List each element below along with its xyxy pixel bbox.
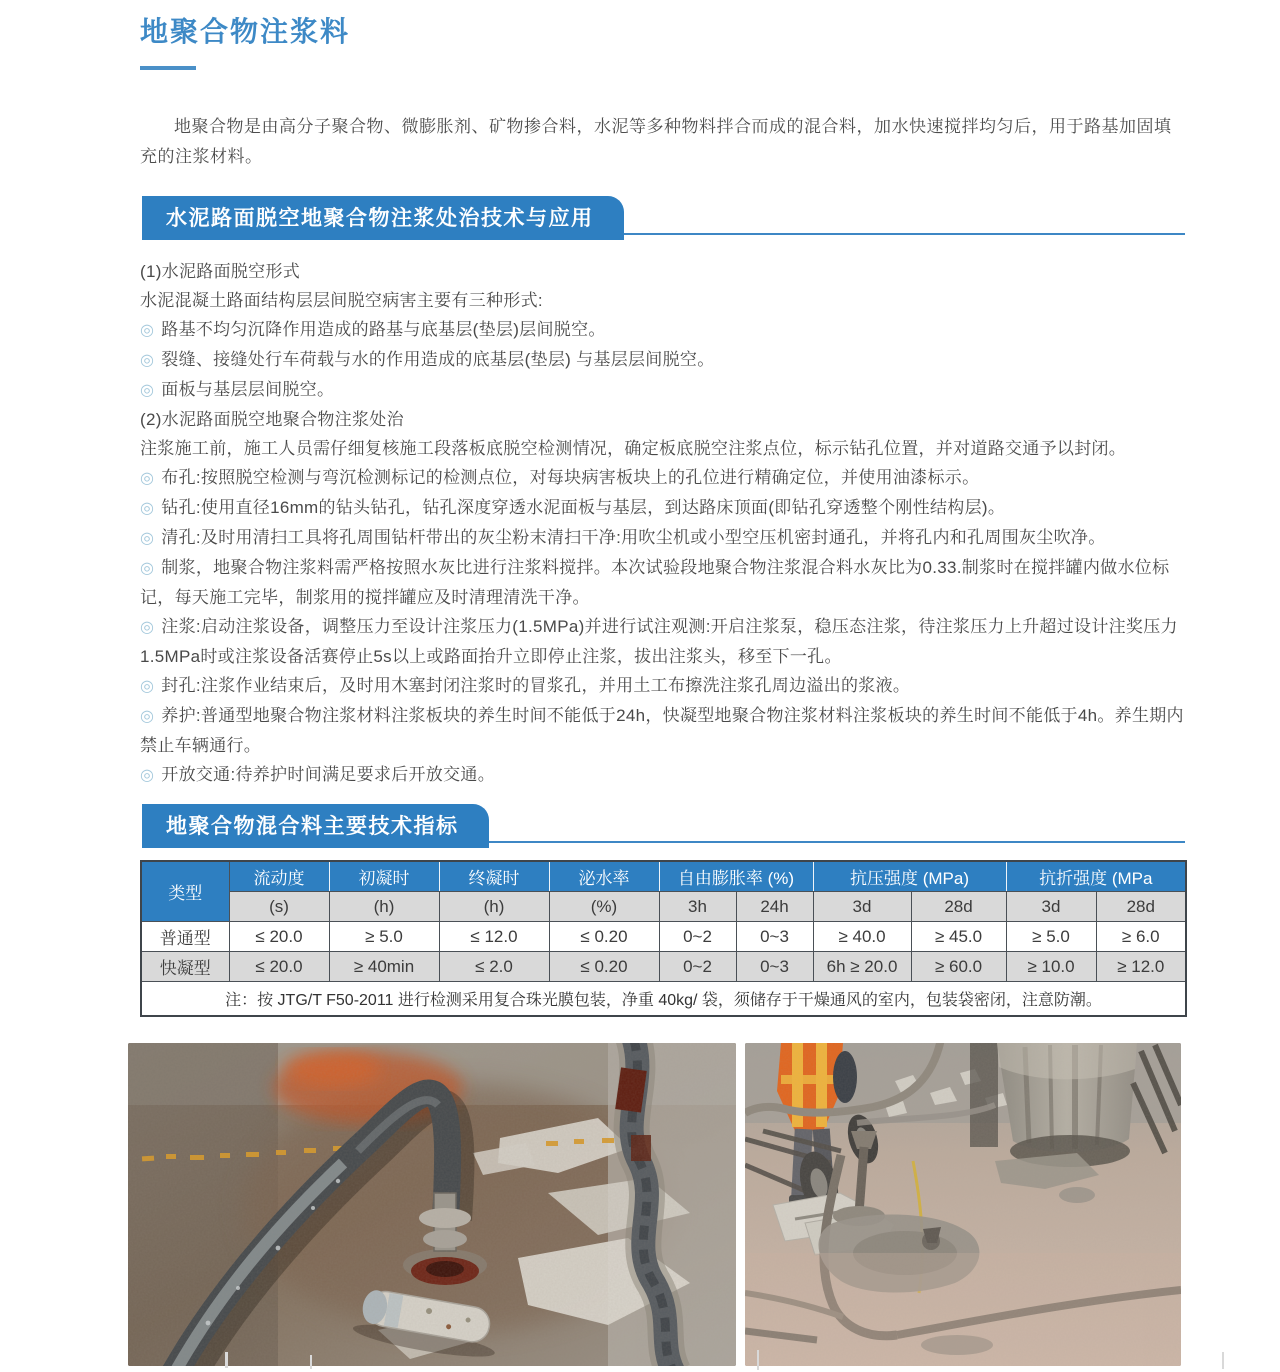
bullet-icon: ◎ — [140, 678, 155, 695]
table-subheader-cell: (%) — [549, 892, 659, 922]
table-cell: 0~2 — [659, 952, 736, 982]
table-subheader-cell: 28d — [1096, 892, 1186, 922]
table-header-row-2 — [141, 892, 1186, 922]
table-header-row-1 — [141, 861, 1186, 892]
table-cell: ≥ 45.0 — [911, 922, 1006, 952]
paragraph: ◎ 注浆:启动注浆设备，调整压力至设计注浆压力(1.5MPa)并进行试注观测:开启注浆泵，稳压态注浆，待注浆压力上升超过设计注奖压力1.5MPa时或注浆设备活赛停止5s以上或路面抬升立即停止注浆，拔出注浆头，移至下一孔。 — [140, 617, 1178, 666]
table-note-cell: 注：按 JTG/T F50-2011 进行检测采用复合珠光膜包装，净重 40kg/ 袋，须储存于干燥通风的室内，包装袋密闭，注意防潮。 — [141, 982, 1186, 1017]
paragraph: ◎ 开放交通:待养护时间满足要求后开放交通。 — [140, 765, 495, 784]
table-subheader-cell: 24h — [736, 892, 813, 922]
table-header-cell: 流动度 — [229, 861, 329, 892]
table-cell: ≤ 20.0 — [229, 922, 329, 952]
table-cell: ≥ 40min — [329, 952, 439, 982]
photo-grouting-site — [745, 1043, 1181, 1366]
paragraph: ◎ 面板与基层层间脱空。 — [140, 380, 335, 399]
paragraph: ◎ 清孔:及时用清扫工具将孔周围钻杆带出的灰尘粉末清扫干净:用吹尘机或小型空压机密封通孔，并将孔内和孔周围灰尘吹净。 — [140, 528, 1106, 547]
table-cell: ≤ 12.0 — [439, 922, 549, 952]
bullet-icon: ◎ — [140, 619, 155, 636]
paragraph: ◎ 养护:普通型地聚合物注浆材料注浆板块的养生时间不能低于24h，快凝型地聚合物注浆材料注浆板块的养生时间不能低于4h。养生期内禁止车辆通行。 — [140, 706, 1184, 755]
table-cell: 快凝型 — [141, 952, 229, 982]
table-cell: ≥ 10.0 — [1006, 952, 1096, 982]
photo-grouting-port-art — [128, 1043, 736, 1366]
section2-banner: 地聚合物混合料主要技术指标 — [142, 804, 489, 848]
table-note-row — [141, 982, 1186, 1017]
pagebreak-mark — [225, 1352, 228, 1368]
paragraph: ◎ 封孔:注浆作业结束后，及时用木塞封闭注浆时的冒浆孔，并用土工布擦洗注浆孔周边溢出的浆液。 — [140, 676, 911, 695]
table-subheader-cell: 3d — [1006, 892, 1096, 922]
section1-banner: 水泥路面脱空地聚合物注浆处治技术与应用 — [142, 196, 624, 240]
paragraph: (2)水泥路面脱空地聚合物注浆处治 — [140, 410, 404, 429]
photo-row — [128, 1043, 1185, 1366]
paragraph: (1)水泥路面脱空形式 — [140, 262, 301, 281]
bullet-icon: ◎ — [140, 767, 155, 784]
table-header-cell: 终凝时 — [439, 861, 549, 892]
table-cell: 6h ≥ 20.0 — [813, 952, 911, 982]
table-header-cell: 泌水率 — [549, 861, 659, 892]
title-underline — [140, 66, 196, 70]
table-subheader-cell: 3d — [813, 892, 911, 922]
table-subheader-cell: (h) — [329, 892, 439, 922]
table-subheader-cell: 3h — [659, 892, 736, 922]
paragraph: ◎ 制浆，地聚合物注浆料需严格按照水灰比进行注浆料搅拌。本次试验段地聚合物注浆混合料水灰比为0.33.制浆时在搅拌罐内做水位标记，每天施工完毕，制浆用的搅拌罐应及时清理清洗干净。 — [140, 558, 1170, 607]
table-header-cell: 初凝时 — [329, 861, 439, 892]
spec-table — [140, 860, 1187, 1017]
section1-header — [140, 196, 1185, 235]
bullet-icon: ◎ — [140, 500, 155, 517]
table-cell: 0~3 — [736, 922, 813, 952]
bullet-icon: ◎ — [140, 560, 155, 577]
table-cell: ≥ 40.0 — [813, 922, 911, 952]
pagebreak-mark — [757, 1350, 759, 1370]
bullet-icon: ◎ — [140, 382, 155, 399]
intro-paragraph: 地聚合物是由高分子聚合物、微膨胀剂、矿物掺合料，水泥等多种物料拌合而成的混合料，加水快速搅拌均匀后，用于路基加固填充的注浆材料。 — [140, 117, 1172, 166]
table-cell: ≥ 6.0 — [1096, 922, 1186, 952]
table-cell: ≥ 5.0 — [329, 922, 439, 952]
paragraph: ◎ 布孔:按照脱空检测与弯沉检测标记的检测点位，对每块病害板块上的孔位进行精确定位，并使用油漆标示。 — [140, 468, 980, 487]
table-subheader-cell: 28d — [911, 892, 1006, 922]
table-cell: ≥ 12.0 — [1096, 952, 1186, 982]
paragraph: ◎ 路基不均匀沉降作用造成的路基与底基层(垫层)层间脱空。 — [140, 320, 606, 339]
bullet-icon: ◎ — [140, 322, 155, 339]
table-row — [141, 952, 1186, 982]
table-header-cell: 类型 — [141, 861, 229, 922]
page-title: 地聚合物注浆料 — [140, 16, 351, 47]
paragraph: ◎ 裂缝、接缝处行车荷载与水的作用造成的底基层(垫层) 与基层层间脱空。 — [140, 350, 715, 369]
table-header-cell: 抗折强度 (MPa — [1006, 861, 1186, 892]
table-cell: ≤ 20.0 — [229, 952, 329, 982]
table-cell: 0~3 — [736, 952, 813, 982]
photo-grouting-port — [128, 1043, 736, 1366]
bullet-icon: ◎ — [140, 530, 155, 547]
paragraph: ◎ 钻孔:使用直径16mm的钻头钻孔，钻孔深度穿透水泥面板与基层，到达路床顶面(即钻孔穿透整个刚性结构层)。 — [140, 498, 1006, 517]
table-cell: 普通型 — [141, 922, 229, 952]
table-cell: ≥ 60.0 — [911, 952, 1006, 982]
paragraph: 水泥混凝土路面结构层层间脱空病害主要有三种形式: — [140, 291, 543, 310]
table-row — [141, 922, 1186, 952]
table-cell: ≤ 2.0 — [439, 952, 549, 982]
paragraph: 注浆施工前，施工人员需仔细复核施工段落板底脱空检测情况，确定板底脱空注浆点位，标示钻孔位置，并对道路交通予以封闭。 — [140, 439, 1127, 458]
section1-body — [140, 257, 1185, 790]
pagebreak-mark — [1222, 1352, 1224, 1369]
table-cell: ≤ 0.20 — [549, 952, 659, 982]
section2-header — [140, 804, 1185, 843]
table-subheader-cell: (h) — [439, 892, 549, 922]
pagebreak-mark — [310, 1355, 312, 1369]
bullet-icon: ◎ — [140, 708, 155, 725]
table-subheader-cell: (s) — [229, 892, 329, 922]
bullet-icon: ◎ — [140, 352, 155, 369]
bullet-icon: ◎ — [140, 470, 155, 487]
table-cell: ≤ 0.20 — [549, 922, 659, 952]
table-header-cell: 自由膨胀率 (%) — [659, 861, 813, 892]
photo-grouting-site-art — [745, 1043, 1181, 1366]
table-header-cell: 抗压强度 (MPa) — [813, 861, 1006, 892]
table-cell: ≥ 5.0 — [1006, 922, 1096, 952]
table-cell: 0~2 — [659, 922, 736, 952]
